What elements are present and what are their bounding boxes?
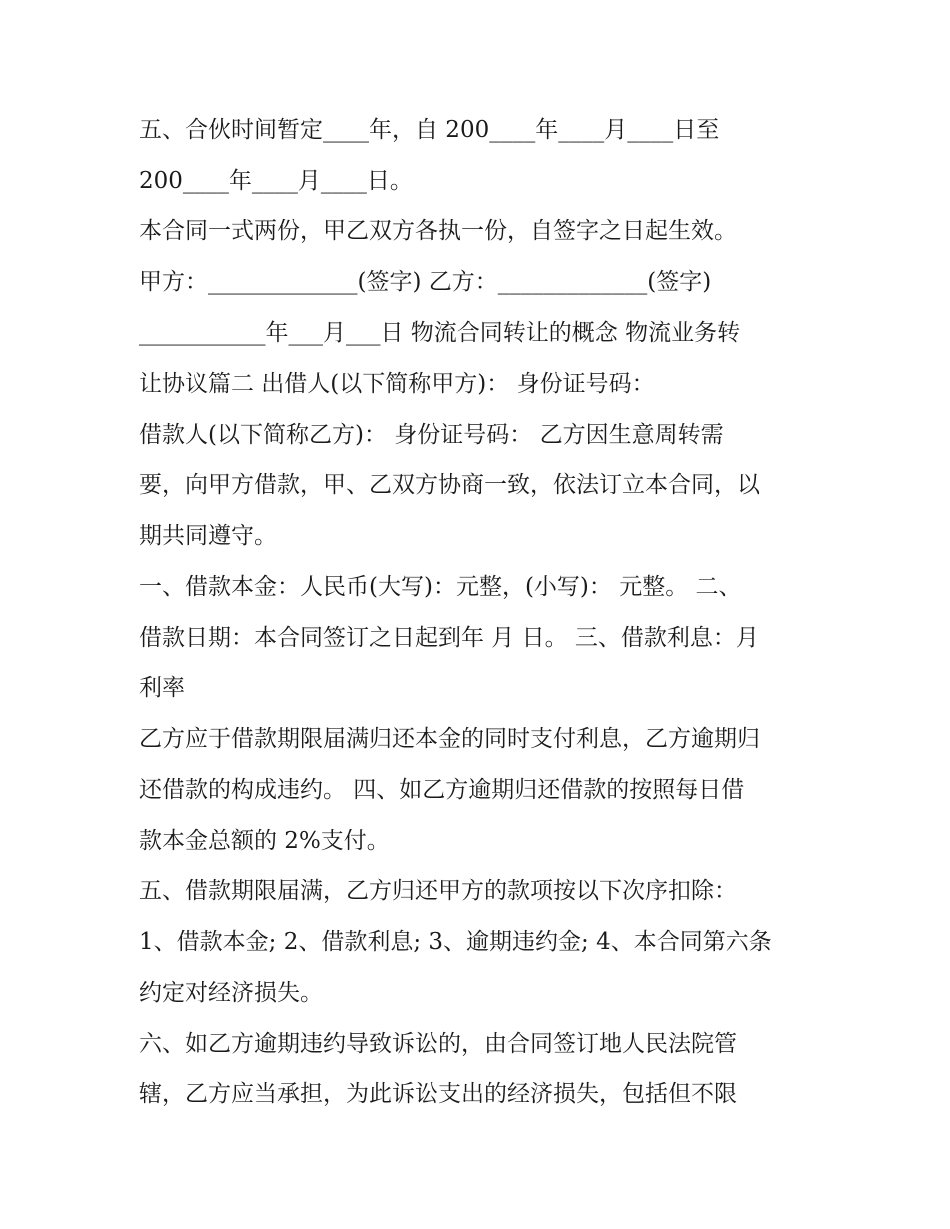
text-line: 期共同遵守。 xyxy=(139,523,277,549)
text-line: ___________年___月___日 物流合同转让的概念 物流业务转 xyxy=(139,320,741,346)
text-line: 六、如乙方逾期违约导致诉讼的，由合同签订地人民法院管 xyxy=(139,1031,737,1057)
text-line: 五、合伙时间暂定____年，自 200____年____月____日至 xyxy=(139,117,720,143)
text-line: 辖，乙方应当承担，为此诉讼支出的经济损失，包括但不限 xyxy=(139,1081,737,1107)
text-line: 让协议篇二 出借人(以下简称甲方)： 身份证号码： xyxy=(139,371,655,397)
text-line: 200____年____月____日。 xyxy=(139,168,413,194)
text-line: 五、借款期限届满，乙方归还甲方的款项按以下次序扣除： xyxy=(139,878,737,904)
text-line: 约定对经济损失。 xyxy=(139,980,323,1006)
text-line: 款本金总额的 2%支付。 xyxy=(139,828,390,854)
text-line: 要，向甲方借款，甲、乙双方协商一致，依法订立本合同，以 xyxy=(139,472,760,498)
text-line: 乙方应于借款期限届满归还本金的同时支付利息，乙方逾期归 xyxy=(139,726,760,752)
text-line: 还借款的构成违约。 四、如乙方逾期归还借款的按照每日借 xyxy=(139,777,745,803)
text-line: 1、借款本金; 2、借款利息; 3、逾期违约金; 4、本合同第六条 xyxy=(139,929,772,955)
text-line: 借款人(以下简称乙方)： 身份证号码： 乙方因生意周转需 xyxy=(139,422,724,448)
text-line: 甲方：_____________(签字) 乙方：_____________(签字) xyxy=(139,269,712,295)
text-line: 一、借款本金：人民币(大写)：元整，(小写)： 元整。 二、 xyxy=(139,574,742,600)
text-line: 借款日期：本合同签订之日起到年 月 日。 三、借款利息：月 xyxy=(139,625,759,651)
text-line: 本合同一式两份，甲乙双方各执一份，自签字之日起生效。 xyxy=(139,218,737,244)
text-line: 利率 xyxy=(139,675,185,701)
